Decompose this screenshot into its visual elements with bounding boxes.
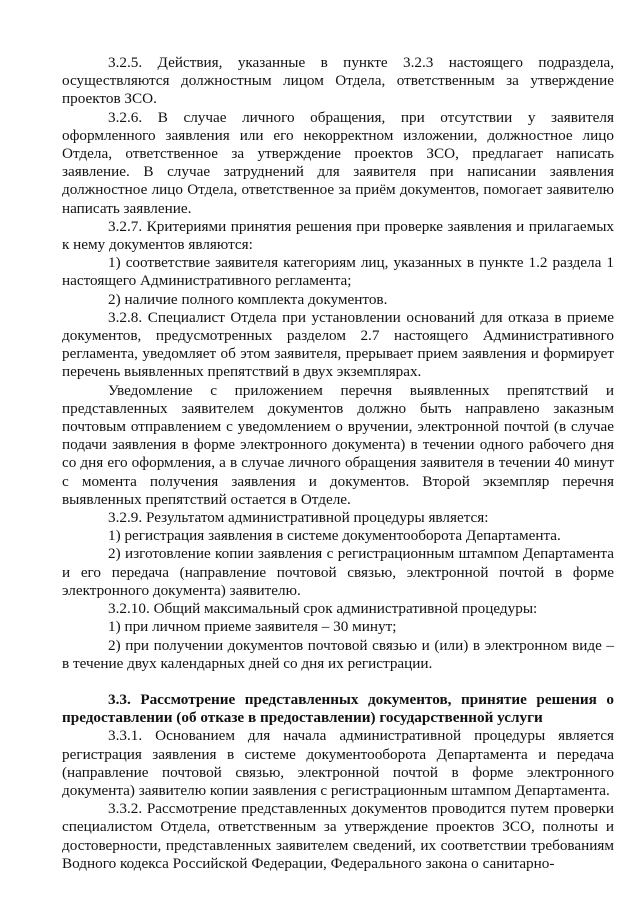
paragraph-3-2-10: 3.2.10. Общий максимальный срок административной процедуры: [108,600,538,618]
paragraph-3-2-8: 3.2.8. Специалист Отдела при установлении оснований для отказа в приеме документов, предусмотренных разделом 2.7 настоящего Административного регламента, уведомляет об этом заявителя, прерывает прием заявления и формирует перечень выявленных препятствий в двух экземплярах. [62,308,614,381]
list-item-3-2-7-2: 2) наличие полного комплекта документов. [108,290,388,308]
paragraph-3-3-2: 3.3.2. Рассмотрение представленных документов проводится путем проверки специалистом Отдела, ответственным за утверждение проектов ЗСО, полноты и достоверности, представленных заявителем сведений, их соответствии требованиям Водного кодекса Российской Федерации, Федерального закона о санитарно- [62,800,614,872]
section-heading-3-3: 3.3. Рассмотрение представленных документов, принятие решения о предоставлении (об отказе в предоставлении) государственной услуги [62,690,614,727]
paragraph-3-2-9: 3.2.9. Результатом административной процедуры является: [108,509,489,527]
list-item-3-2-10-2: 2) при получении документов почтовой связью и (или) в электронном виде – в течение двух календарных дней со дня их регистрации. [62,636,614,672]
paragraph-3-3-1: 3.3.1. Основанием для начала административной процедуры является регистрация заявления в системе документооборота Департамента и передача (направление почтовой связью, электронной почтой в форме электронного документа) заявителю копии заявления с регистрационным штампом Департамента. [62,727,614,799]
list-item-3-2-10-1: 1) при личном приеме заявителя – 30 минут; [108,618,397,636]
list-item-3-2-9-1: 1) регистрация заявления в системе документооборота Департамента. [108,527,561,545]
paragraph-3-2-7: 3.2.7. Критериями принятия решения при проверке заявления и прилагаемых к нему документов являются: [62,217,614,254]
list-item-3-2-9-2: 2) изготовление копии заявления с регистрационным штампом Департамента и его передача (направление почтовой связью, электронной почтой в форме электронного документа) заявителю. [62,545,614,599]
document-page [62,54,614,873]
paragraph-3-2-6: 3.2.6. В случае личного обращения, при отсутствии у заявителя оформленного заявления или его некорректном изложении, должностное лицо Отдела, ответственное за утверждение проектов ЗСО, предлагает написать заявление. В случае затруднений для заявителя при написании заявления должностное лицо Отдела, ответственное за приём документов, помогает заявителю написать заявление. [62,108,614,217]
paragraph-notification: Уведомление с приложением перечня выявленных препятствий и представленных заявителем документов должно быть направлено заказным почтовым отправлением с уведомлением о вручении, электронной почтой (в случае подачи заявления в форме электронного документа) в течении одного рабочего дня со дня его оформления, а в случае личного обращения заявителя в течении 40 минут с момента получения заявления и документов. Второй экземпляр перечня выявленных препятствий остается в Отделе. [62,381,614,508]
paragraph-3-2-5: 3.2.5. Действия, указанные в пункте 3.2.3 настоящего подраздела, осуществляются должностным лицом Отдела, ответственным за утверждение проектов ЗСО. [62,54,614,108]
list-item-3-2-7-1: 1) соответствие заявителя категориям лиц, указанных в пункте 1.2 раздела 1 настоящего Административного регламента; [62,254,614,290]
